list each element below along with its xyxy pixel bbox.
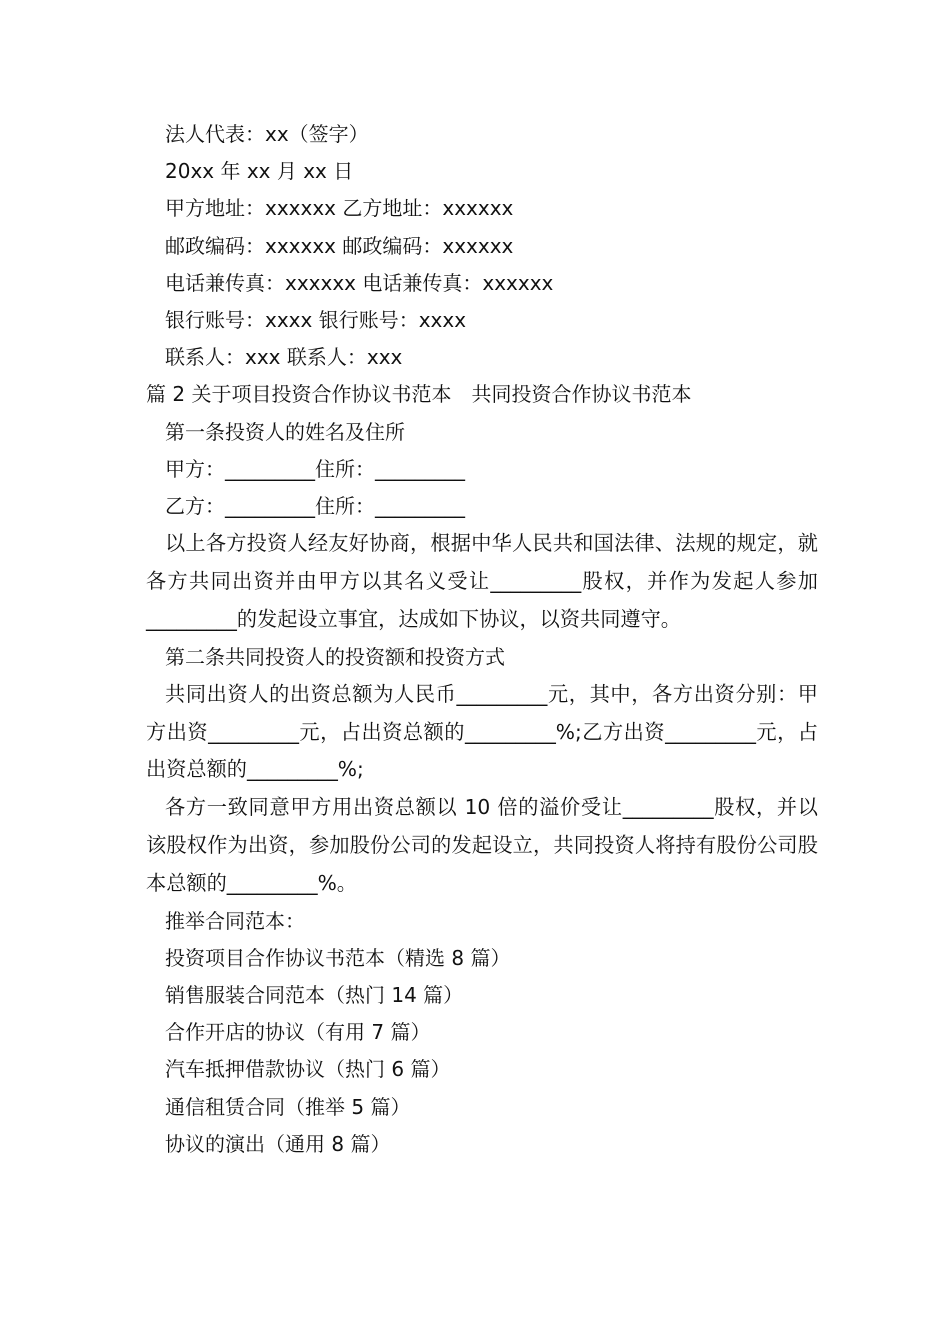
legal-rep-line: 法人代表：xx（签字） xyxy=(165,122,369,146)
phone-fax-line: 电话兼传真：xxxxxx 电话兼传真：xxxxxx xyxy=(165,270,554,295)
recommend-item[interactable]: 汽车抵押借款协议（热门 6 篇） xyxy=(165,1057,451,1082)
recommend-item[interactable]: 通信租赁合同（推举 5 篇） xyxy=(165,1094,411,1119)
recommend-item[interactable]: 合作开店的协议（有用 7 篇） xyxy=(165,1020,431,1045)
recommend-item[interactable]: 投资项目合作协议书范本（精选 8 篇） xyxy=(165,945,511,970)
paragraph-equity: 各方一致同意甲方用出资总额以 10 倍的溢价受让_________股权，并以该股权作为出资，参加股份公司的发起设立，共同投资人将持有股份公司股本总额的_________%。 xyxy=(146,795,818,895)
bank-line: 银行账号：xxxx 银行账号：xxxx xyxy=(165,308,467,333)
section-title: 篇 2 关于项目投资合作协议书范本 共同投资合作协议书范本 xyxy=(146,382,692,407)
paragraph-investment-amount: 共同出资人的出资总额为人民币_________元，其中，各方出资分别：甲方出资_________元，占出资总额的_________%;乙方出资_________元，占出资总额的_________%; xyxy=(146,681,818,782)
recommend-item[interactable]: 销售服装合同范本（热门 14 篇） xyxy=(165,983,464,1008)
party-b-line: 乙方：_________住所：_________ xyxy=(165,494,465,519)
contact-line: 联系人：xxx 联系人：xxx xyxy=(165,345,403,370)
document-body xyxy=(146,116,818,1163)
article2-title: 第二条共同投资人的投资额和投资方式 xyxy=(165,644,505,669)
recommend-title: 推举合同范本： xyxy=(165,908,305,933)
paragraph-agreement: 以上各方投资人经友好协商，根据中华人民共和国法律、法规的规定，就各方共同出资并由甲方以其名义受让_________股权，并作为发起人参加_________的发起设立事宜，达成如下协议，以资共同遵守。 xyxy=(146,531,818,631)
date-line: 20xx 年 xx 月 xx 日 xyxy=(165,159,354,184)
postal-line: 邮政编码：xxxxxx 邮政编码：xxxxxx xyxy=(165,233,514,258)
recommend-item[interactable]: 协议的演出（通用 8 篇） xyxy=(165,1131,391,1156)
party-a-line: 甲方：_________住所：_________ xyxy=(165,456,465,481)
article1-title: 第一条投资人的姓名及住所 xyxy=(165,419,405,444)
address-line: 甲方地址：xxxxxx 乙方地址：xxxxxx xyxy=(165,196,514,221)
